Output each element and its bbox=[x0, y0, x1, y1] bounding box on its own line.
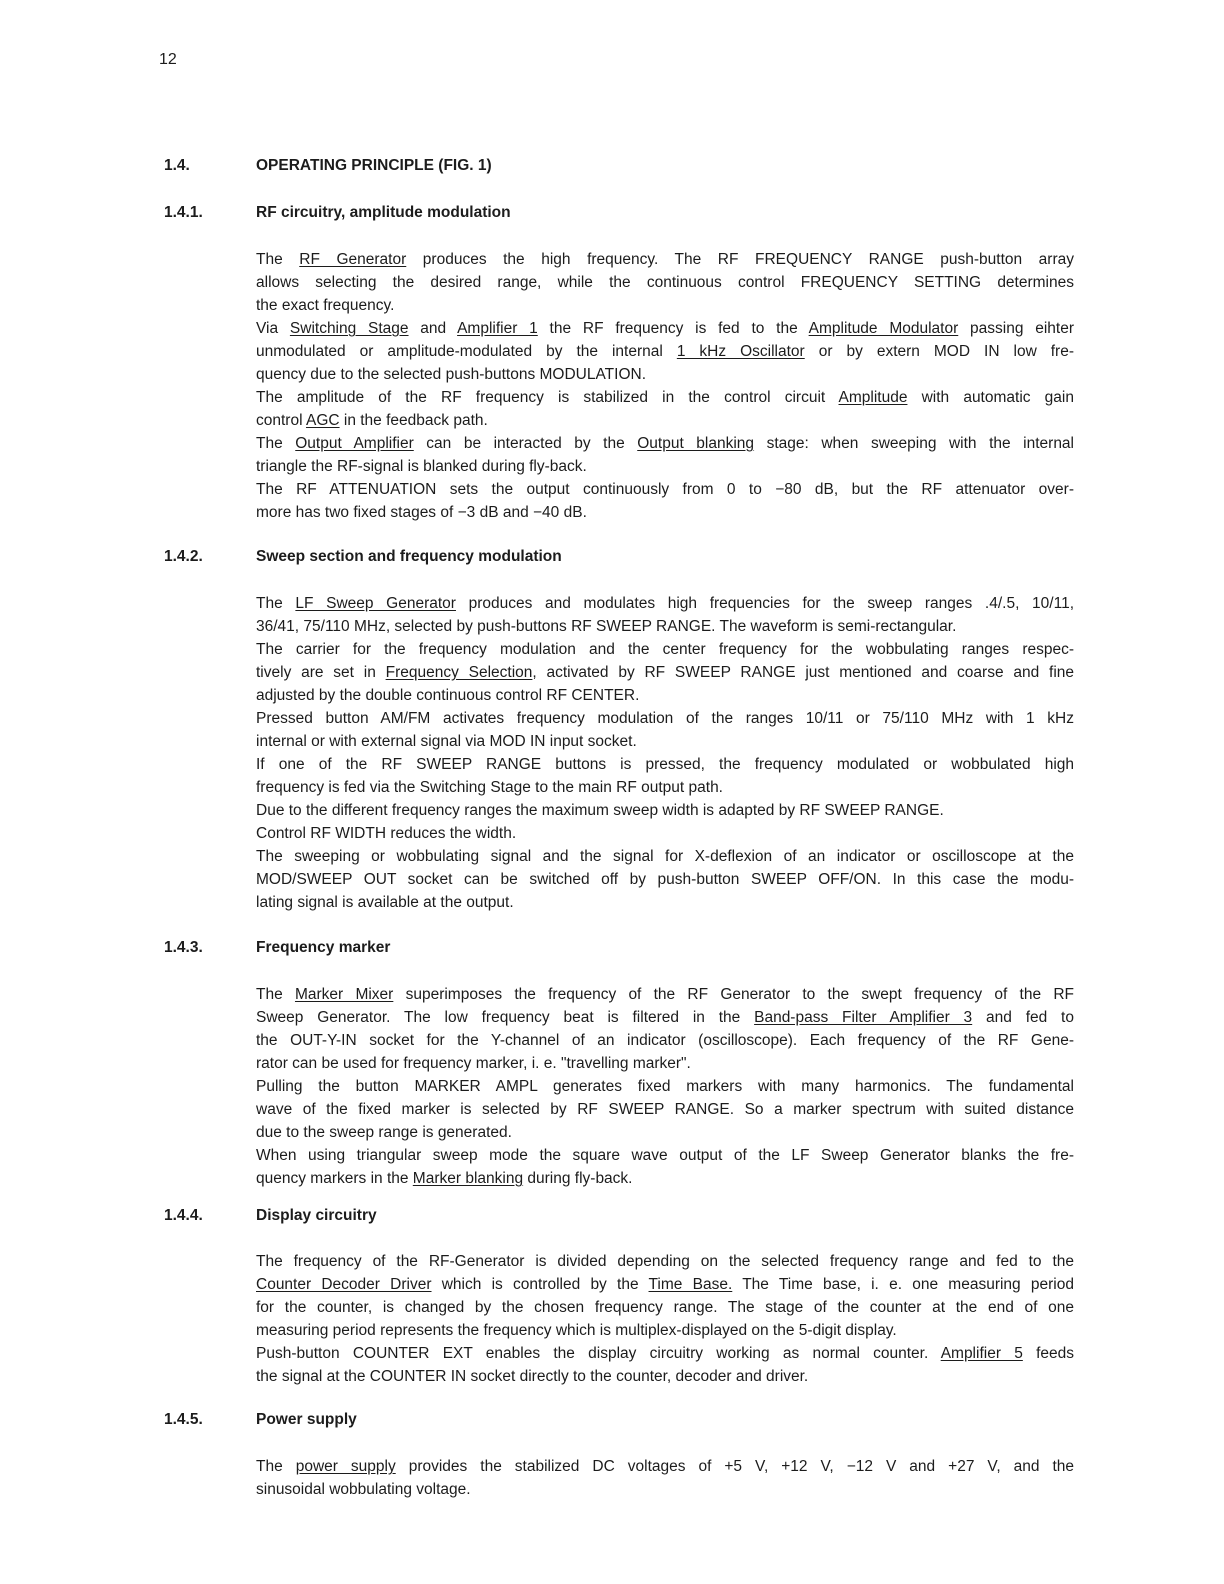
component-name: AGC bbox=[305, 412, 340, 429]
subsection-title: Power supply bbox=[256, 1411, 357, 1428]
text-line: due to the sweep range is generated. bbox=[256, 1124, 512, 1141]
text-line: unmodulated or amplitude-modulated by the internal 1 kHz Oscillator or by extern MOD IN low fre- bbox=[256, 343, 1075, 360]
subsection-number: 1.4.5. bbox=[164, 1411, 203, 1428]
text-line: the exact frequency. bbox=[256, 297, 395, 314]
text-line: When using triangular sweep mode the square wave output of the LF Sweep Generator blanks the fre- bbox=[256, 1147, 1074, 1164]
subsection-body bbox=[256, 983, 1074, 1190]
component-name: RF Generator bbox=[299, 251, 407, 268]
component-name: Amplifier 1 bbox=[457, 320, 538, 337]
component-name: Time Base. bbox=[648, 1276, 733, 1293]
text-line: adjusted by the double continuous control RF CENTER. bbox=[256, 687, 640, 704]
text-line: internal or with external signal via MOD IN input socket. bbox=[256, 733, 637, 750]
text-line: measuring period represents the frequency which is multiplex-displayed on the 5-digit display. bbox=[256, 1322, 897, 1339]
page-number: 12 bbox=[159, 51, 177, 68]
component-name: Band-pass Filter Amplifier 3 bbox=[754, 1009, 973, 1026]
text-line: frequency is fed via the Switching Stage to the main RF output path. bbox=[256, 779, 723, 796]
text-line: rator can be used for frequency marker, i. e. "travelling marker". bbox=[256, 1055, 691, 1072]
component-name: Frequency Selection bbox=[385, 664, 533, 681]
text-line: If one of the RF SWEEP RANGE buttons is pressed, the frequency modulated or wobbulated high bbox=[256, 756, 1074, 773]
component-name: Output blanking bbox=[637, 435, 755, 452]
section-title: OPERATING PRINCIPLE (FIG. 1) bbox=[256, 157, 492, 174]
subsection-number: 1.4.2. bbox=[164, 548, 203, 565]
text-line: The sweeping or wobbulating signal and the signal for X-deflexion of an indicator or oscilloscope at the bbox=[256, 848, 1074, 865]
text-line: the signal at the COUNTER IN socket directly to the counter, decoder and driver. bbox=[256, 1368, 809, 1385]
text-line: control AGC in the feedback path. bbox=[256, 412, 488, 429]
section-number: 1.4. bbox=[164, 157, 190, 174]
text-line: The amplitude of the RF frequency is stabilized in the control circuit Amplitude with automatic gain bbox=[256, 389, 1074, 406]
text-line: The Marker Mixer superimposes the frequency of the RF Generator to the swept frequency of the RF bbox=[256, 986, 1075, 1003]
subsection-body bbox=[256, 1455, 1074, 1501]
text-line: Pulling the button MARKER AMPL generates fixed markers with many harmonics. The fundamental bbox=[256, 1078, 1074, 1095]
text-line: Sweep Generator. The low frequency beat is filtered in the Band-pass Filter Amplifier 3 and fed to bbox=[256, 1009, 1074, 1026]
component-name: Output Amplifier bbox=[295, 435, 414, 452]
text-line: The RF ATTENUATION sets the output continuously from 0 to −80 dB, but the RF attenuator over- bbox=[256, 481, 1074, 498]
subsection-title: RF circuitry, amplitude modulation bbox=[256, 204, 511, 221]
component-name: Switching Stage bbox=[289, 320, 409, 337]
component-name: 1 kHz Oscillator bbox=[676, 343, 805, 360]
component-name: power supply bbox=[295, 1458, 396, 1475]
subsection-title: Frequency marker bbox=[256, 939, 391, 956]
text-line: Pressed button AM/FM activates frequency modulation of the ranges 10/11 or 75/110 MHz with 1 kHz bbox=[256, 710, 1074, 727]
text-line: Due to the different frequency ranges the maximum sweep width is adapted by RF SWEEP RANGE. bbox=[256, 802, 944, 819]
text-line: The frequency of the RF-Generator is divided depending on the selected frequency range and fed to the bbox=[256, 1253, 1074, 1270]
text-line: triangle the RF-signal is blanked during fly-back. bbox=[256, 458, 587, 475]
component-name: Marker Mixer bbox=[294, 986, 394, 1003]
text-line: The RF Generator produces the high frequency. The RF FREQUENCY RANGE push-button array bbox=[256, 251, 1074, 268]
subsection-body bbox=[256, 1250, 1074, 1388]
text-line: The carrier for the frequency modulation and the center frequency for the wobbulating ranges respec- bbox=[256, 641, 1074, 658]
text-line: allows selecting the desired range, while the continuous control FREQUENCY SETTING determines bbox=[256, 274, 1074, 291]
text-line: 36/41, 75/110 MHz, selected by push-buttons RF SWEEP RANGE. The waveform is semi-rectangular. bbox=[256, 618, 957, 635]
text-line: The Output Amplifier can be interacted by the Output blanking stage: when sweeping with the internal bbox=[256, 435, 1075, 452]
text-line: The power supply provides the stabilized DC voltages of +5 V, +12 V, −12 V and +27 V, and the bbox=[256, 1458, 1075, 1475]
subsection-number: 1.4.4. bbox=[164, 1207, 203, 1224]
text-line: lating signal is available at the output. bbox=[256, 894, 514, 911]
text-line: the OUT-Y-IN socket for the Y-channel of an indicator (oscilloscope). Each frequency of the RF Gene- bbox=[256, 1032, 1074, 1049]
text-line: quency due to the selected push-buttons MODULATION. bbox=[256, 366, 646, 383]
text-line: Control RF WIDTH reduces the width. bbox=[256, 825, 517, 842]
text-line: Via Switching Stage and Amplifier 1 the RF frequency is fed to the Amplitude Modulator passing eihter bbox=[256, 320, 1074, 337]
subsection-number: 1.4.1. bbox=[164, 204, 203, 221]
subsection-number: 1.4.3. bbox=[164, 939, 203, 956]
component-name: Amplitude Modulator bbox=[808, 320, 959, 337]
text-line: Push-button COUNTER EXT enables the display circuitry working as normal counter. Amplifier 5 feeds bbox=[256, 1345, 1075, 1362]
component-name: Amplifier 5 bbox=[940, 1345, 1023, 1362]
text-line: quency markers in the Marker blanking during fly-back. bbox=[256, 1170, 633, 1187]
subsection-title: Display circuitry bbox=[256, 1207, 377, 1224]
text-line: MOD/SWEEP OUT socket can be switched off by push-button SWEEP OFF/ON. In this case the modu- bbox=[256, 871, 1074, 888]
component-name: Amplitude bbox=[838, 389, 908, 406]
component-name: Marker blanking bbox=[412, 1170, 524, 1187]
text-line: sinusoidal wobbulating voltage. bbox=[256, 1481, 471, 1498]
text-line: more has two fixed stages of −3 dB and −40 dB. bbox=[256, 504, 587, 521]
text-line: The LF Sweep Generator produces and modulates high frequencies for the sweep ranges .4/.5, 10/11, bbox=[256, 595, 1075, 612]
subsection-title: Sweep section and frequency modulation bbox=[256, 548, 562, 565]
component-name: Counter Decoder Driver bbox=[256, 1276, 432, 1293]
subsection-body bbox=[256, 592, 1074, 914]
text-line: wave of the fixed marker is selected by RF SWEEP RANGE. So a marker spectrum with suited distance bbox=[256, 1101, 1074, 1118]
text-line: tively are set in Frequency Selection, activated by RF SWEEP RANGE just mentioned and coarse and fine bbox=[256, 664, 1075, 681]
text-line: for the counter, is changed by the chosen frequency range. The stage of the counter at the end of one bbox=[256, 1299, 1074, 1316]
subsection-body bbox=[256, 248, 1074, 524]
component-name: LF Sweep Generator bbox=[295, 595, 456, 612]
text-line: Counter Decoder Driver which is controlled by the Time Base. The Time base, i. e. one measuring period bbox=[256, 1276, 1074, 1293]
